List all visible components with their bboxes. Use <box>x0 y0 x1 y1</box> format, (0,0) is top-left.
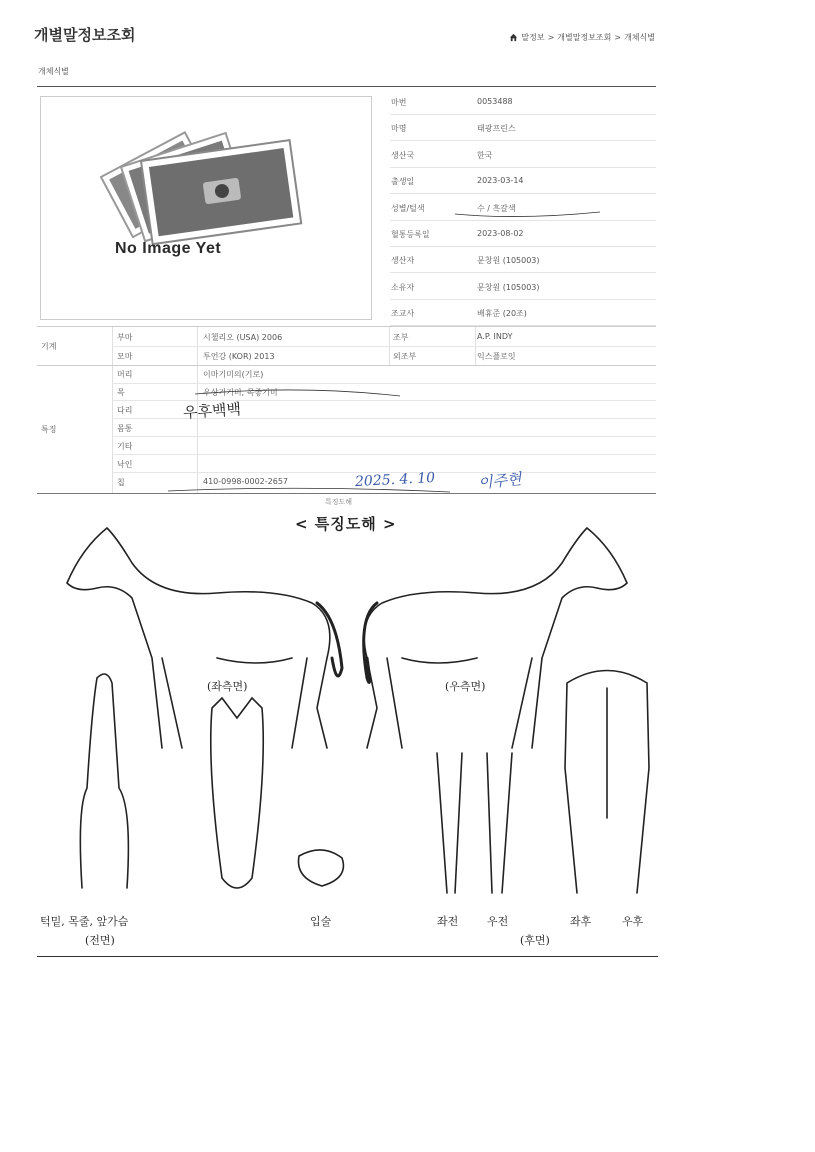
handwritten-leg-note: 우후백백 <box>182 399 242 422</box>
feature-label-neck: 목 <box>117 388 125 397</box>
feature-diagram <box>37 508 658 957</box>
info-label: 마번 <box>391 98 407 107</box>
info-label: 조교사 <box>391 309 415 319</box>
feature-value-head: 이마기미의(기로) <box>203 370 264 379</box>
neck-chest-label: 턱밑, 목줄, 앞가슴 <box>40 915 129 928</box>
front-left-label: 좌전 <box>437 915 459 928</box>
features-group-label: 특징 <box>41 425 57 434</box>
dam-value: 투언강 (KOR) 2013 <box>203 352 275 361</box>
grandsire-label: 조부 <box>393 333 409 342</box>
breadcrumb-separator: > <box>614 33 622 42</box>
info-label: 생산국 <box>391 150 415 160</box>
breadcrumb-item-current[interactable]: 개체식별 <box>624 33 655 42</box>
front-right-label: 우전 <box>487 915 509 928</box>
front-view-label: (전면) <box>85 934 115 947</box>
feature-value-neck: 우상기기미, 목좋기미 <box>203 388 278 397</box>
feature-label-head: 머리 <box>117 370 133 379</box>
info-label: 성별/털색 <box>391 203 425 213</box>
feature-label-legs: 다리 <box>117 406 133 415</box>
grandsire-value: A.P. INDY <box>477 332 513 341</box>
horse-diagram-drawing <box>37 508 658 956</box>
feature-value-chip: 410-0998-0002-2657 <box>203 477 289 486</box>
pedigree-group-label: 기계 <box>41 342 57 351</box>
hind-right-label: 우후 <box>622 915 644 928</box>
info-value: 2023-03-14 <box>477 176 524 186</box>
no-image-label: No Image Yet <box>115 240 222 257</box>
info-label: 마명 <box>391 124 407 134</box>
tab-identification[interactable]: 개체식별 <box>38 67 69 76</box>
info-label: 소유자 <box>391 282 415 292</box>
feature-label-other: 기타 <box>117 442 133 451</box>
info-value: 문창원 (105003) <box>477 256 540 266</box>
info-value: 한국 <box>477 150 493 160</box>
info-label: 출생일 <box>391 177 415 187</box>
sire-label: 부마 <box>117 333 133 342</box>
page-title: 개별말정보조회 <box>34 26 136 44</box>
sire-value: 시첼리오 (USA) 2006 <box>203 333 283 342</box>
damsire-label: 외조부 <box>393 352 417 361</box>
breadcrumb-separator: > <box>547 33 555 42</box>
handwritten-signature: 이주현 <box>477 469 523 493</box>
rear-view-label: (후면) <box>520 934 550 947</box>
info-value: 2023-08-02 <box>477 229 524 238</box>
info-value: 배휴준 (20조) <box>477 309 527 319</box>
breadcrumb-item-home[interactable]: 말정보 <box>521 33 545 42</box>
info-value: 태광프린스 <box>477 124 516 134</box>
hind-left-label: 좌후 <box>570 915 592 928</box>
handwriting-strokes <box>0 0 815 520</box>
info-label: 혈통등록일 <box>391 230 430 239</box>
left-side-label: (좌측면) <box>207 680 248 693</box>
handwritten-date: 2025. 4. 10 <box>354 469 436 491</box>
breadcrumb-item-lookup[interactable]: 개별말정보조회 <box>557 33 612 42</box>
info-value: 문창원 (105003) <box>477 282 540 292</box>
info-label: 생산자 <box>391 256 415 266</box>
feature-label-body: 몸통 <box>117 424 133 433</box>
diagram-title: < 특징도해 > <box>295 515 397 533</box>
dam-label: 모마 <box>117 352 133 361</box>
muzzle-label: 입술 <box>310 915 332 928</box>
right-side-label: (우측면) <box>445 680 486 693</box>
damsire-value: 익스플로잇 <box>477 352 516 361</box>
info-value: 0053488 <box>477 97 513 106</box>
diagram-caption: 특징도해 <box>325 498 353 506</box>
info-value: 수 / 흑갈색 <box>477 203 516 213</box>
feature-label-chip: 칩 <box>117 478 125 487</box>
feature-label-brand: 낙인 <box>117 460 133 469</box>
